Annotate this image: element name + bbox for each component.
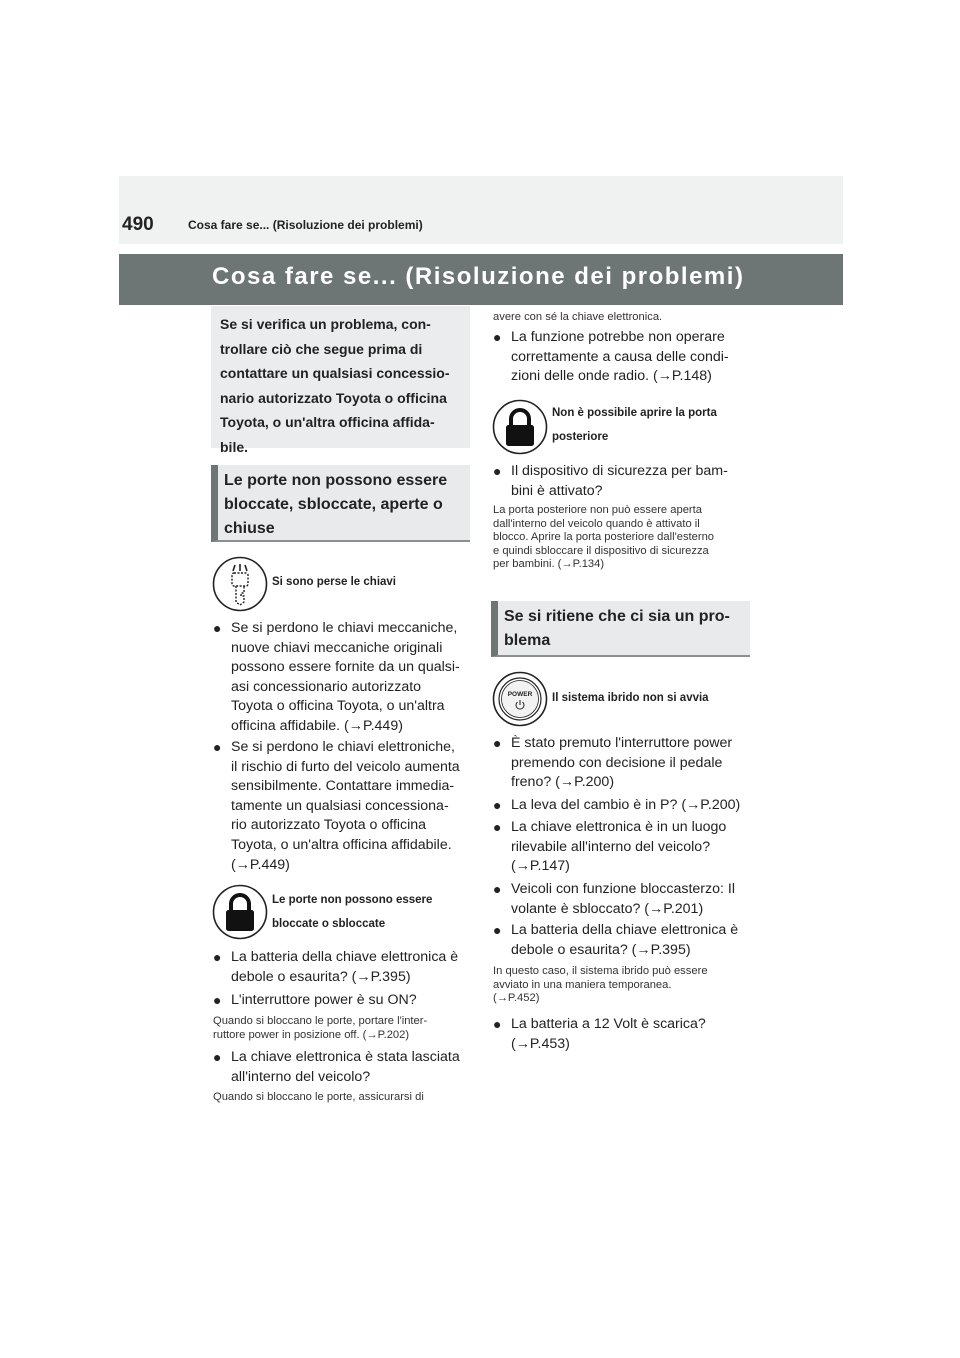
lost-keys-title: Si sono perse le chiavi: [272, 576, 396, 588]
list-item: ● La funzione potrebbe non operare correttamente a causa delle condi- zioni delle onde radio. (→P.148): [493, 329, 729, 385]
list-item: ● L'interruttore power è su ON?: [213, 992, 417, 1008]
list-item: ● La chiave elettronica è in un luogo rilevabile all'interno del veicolo? (→P.147): [493, 819, 727, 875]
list-item: ● Veicoli con funzione bloccasterzo: Il volante è sbloccato? (→P.201): [493, 881, 735, 917]
lock-unlock-title: Le porte non possono essere bloccate o sbloccate: [272, 894, 433, 930]
power-button-icon: [492, 671, 548, 727]
page-header: [119, 176, 843, 244]
list-item: ● La chiave elettronica è stata lasciata all'interno del veicolo?: [213, 1049, 460, 1085]
list-item: ● La batteria a 12 Volt è scarica? (→P.453): [493, 1016, 706, 1052]
list-item: ● Se si perdono le chiavi meccaniche, nuove chiavi meccaniche originali possono essere fornite da un qualsi- asi concessionario autorizzato Toyota o officina Toyota, o un'altra officina affidabile. (→P.449): [213, 620, 460, 734]
section-heading-problem: Se si ritiene che ci sia un pro- blema: [491, 601, 750, 657]
note-text: Quando si bloccano le porte, portare l'inter- ruttore power in posizione off. (→P.202): [213, 1015, 428, 1041]
list-item: ● Se si perdono le chiavi elettroniche, il rischio di furto del veicolo aumenta sensibilmente. Contattare immedia- tamente un qualsiasi concessiona- rio autorizzato Toyota o officina Toyota, o un'altra officina affidabile. (→P.449): [213, 739, 460, 873]
list-item: ● Il dispositivo di sicurezza per bam- bini è attivato?: [493, 463, 728, 499]
padlock-icon: [492, 399, 548, 455]
rear-door-title: Non è possibile aprire la porta posteriore: [552, 407, 717, 443]
running-head: Cosa fare se... (Risoluzione dei problemi): [188, 218, 423, 232]
section-heading-doors: Le porte non possono essere bloccate, sbloccate, aperte o chiuse: [211, 465, 470, 542]
intro-box: [211, 306, 470, 455]
list-item: ● La leva del cambio è in P? (→P.200): [493, 797, 741, 813]
list-item: ● La batteria della chiave elettronica è debole o esaurita? (→P.395): [213, 949, 459, 985]
intro-text: Se si verifica un problema, con- trollare ciò che segue prima di contattare un qualsiasi concessio- nario autorizzato Toyota o officina Toyota, o un'altra officina affida- bile.: [220, 316, 450, 455]
power-label: POWER: [507, 691, 533, 698]
note-text: In questo caso, il sistema ibrido può essere avviato in una maniera temporanea. (→P.452): [493, 965, 708, 1005]
key-icon: [212, 556, 268, 612]
page-number: 490: [122, 214, 154, 235]
hybrid-title: Il sistema ibrido non si avvia: [552, 692, 709, 704]
note-text: Quando si bloccano le porte, assicurarsi di: [213, 1091, 424, 1103]
list-item: ● La batteria della chiave elettronica è debole o esaurita? (→P.395): [493, 922, 739, 958]
list-item: ● È stato premuto l'interruttore power premendo con decisione il pedale freno? (→P.200): [493, 735, 733, 791]
note-text: avere con sé la chiave elettronica.: [493, 311, 663, 323]
padlock-icon: [212, 884, 268, 940]
page-title: Cosa fare se... (Risoluzione dei problemi): [212, 263, 745, 290]
note-text: La porta posteriore non può essere aperta dall'interno del veicolo quando è attivato il blocco. Aprire la porta posteriore dall'esterno e quindi sbloccare il dispositivo di sicurezza per bambini. (→P.134): [493, 504, 715, 571]
title-bar: [119, 254, 843, 305]
